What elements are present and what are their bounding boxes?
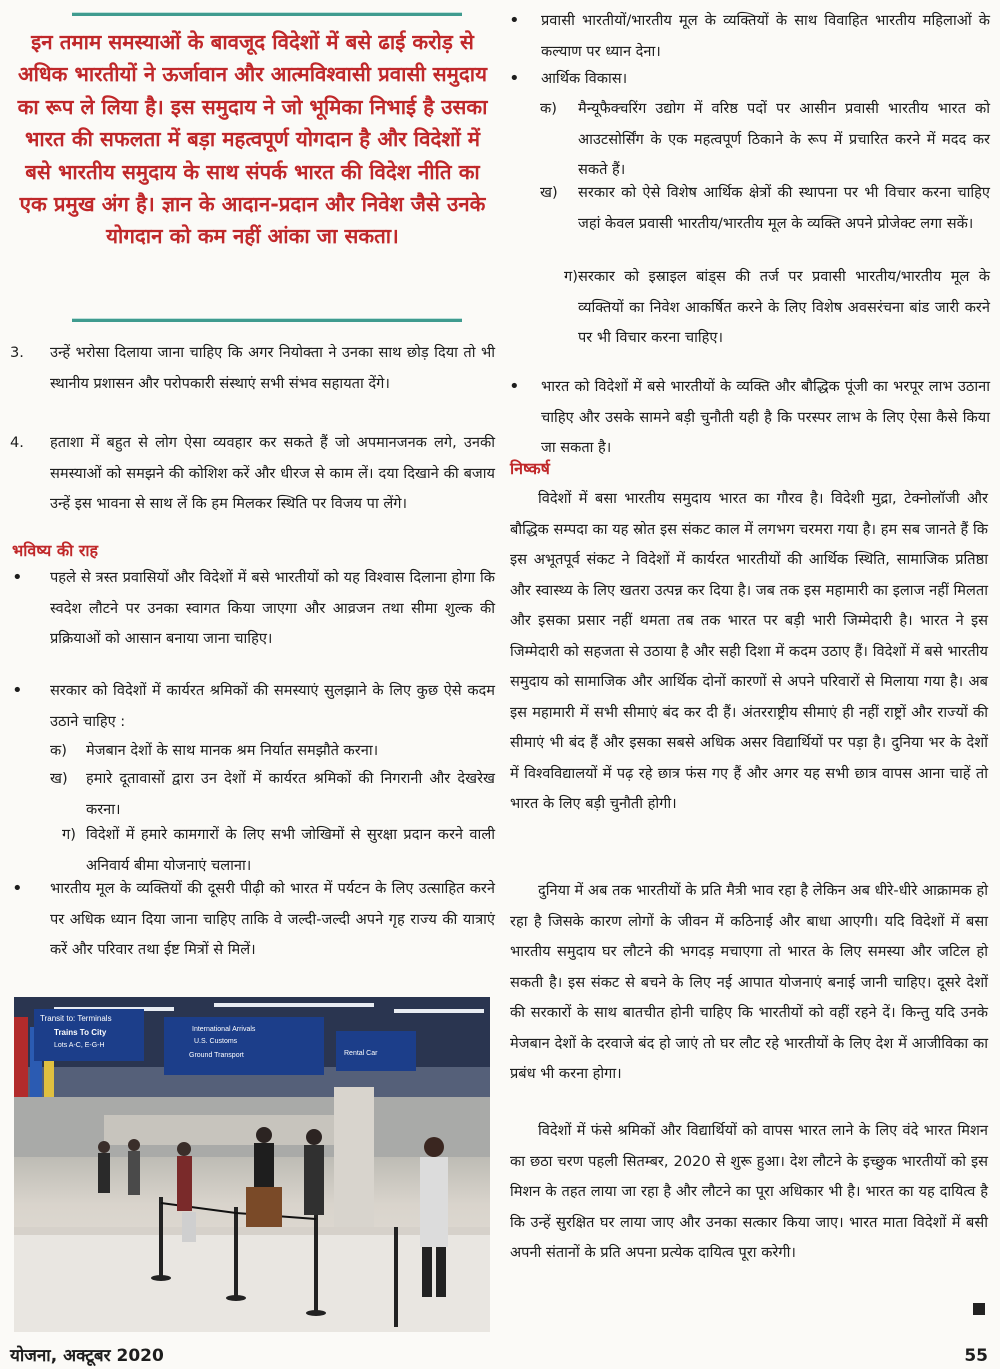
- bullet-dot: •: [12, 680, 23, 701]
- right-sub-ka: [540, 94, 990, 186]
- sub-marker: ख): [540, 184, 558, 201]
- right-sub-kha: [540, 178, 990, 239]
- bullet-text: प्रवासी भारतीयों/भारतीय मूल के व्यक्तियों के साथ विवाहित भारतीय महिलाओं के कल्याण पर ध्यान देना।: [541, 12, 990, 60]
- pull-quote-top-rule: [72, 12, 462, 16]
- sub-text: मेजबान देशों के साथ मानक श्रम निर्यात समझौते करना।: [86, 742, 379, 759]
- sub-text: विदेशों में हमारे कामगारों के लिए सभी जोखिमों से सुरक्षा प्रदान करने वाली अनिवार्य बीमा योजनाएं चलाना।: [86, 826, 495, 874]
- bullet-right-2: [509, 64, 990, 95]
- footer-magazine: योजना, अक्टूबर 2020: [10, 1346, 164, 1366]
- pull-quote-bottom-rule: [72, 318, 462, 322]
- right-sub-ga: [540, 262, 990, 354]
- bullet-text: पहले से त्रस्त प्रवासियों और विदेशों में बसे भारतीयों को यह विश्वास दिलाना होगा कि स्वदेश लौटने पर उनका स्वागत किया जाएगा और आव्रजन तथा सीमा शुल्क की प्रक्रियाओं को आसान बनाया जाना चाहिए।: [50, 569, 495, 647]
- section-heading-conclusion: निष्कर्ष: [510, 459, 550, 478]
- item-text: उन्हें भरोसा दिलाया जाना चाहिए कि अगर नियोक्ता ने उनका साथ छोड़ दिया तो भी स्थानीय प्रशासन और परोपकारी संस्थाएं सभी संभव सहायता देंगे।: [50, 344, 495, 392]
- page-number: 55: [964, 1346, 988, 1366]
- conclusion-paragraph-1: विदेशों में बसा भारतीय समुदाय भारत का गौरव है। विदेशी मुद्रा, टेक्नोलॉजी और बौद्धिक सम्पदा का यह स्रोत इस संकट काल में लगभग चरमरा गया है। हम सब जानते हैं कि इस अभूतपूर्व संकट ने विदेशों में कार्यरत भारतीयों की आर्थिक स्थिति, सामाजिक प्रतिष्ठा और स्वास्थ्य के लिए खतरा उत्पन्न कर दिया है। जब तक इस महामारी का इलाज नहीं मिलता और इसका प्रसार नहीं थमता तब तक भारत पर बड़ी भारी जिम्मेदारी है। भारत ने इस जिम्मेदारी को सहजता से उठाया है और सही दिशा में कदम उठाए हैं। विदेशों में बसे भारतीय समुदाय को सामाजिक और आर्थिक दोनों कारणों से अपने परिवारों से मिलाया गया है। अब इस महामारी में सभी सीमाएं बंद कर दी हैं। अंतरराष्ट्रीय सीमाएं ही नहीं राष्ट्रों और राज्यों की सीमाएं भी बंद हैं और इसका सबसे अधिक असर विद्यार्थियों पर पड़ा है। दुनिया भर के देशों में विश्वविद्यालयों में पढ़ रहे छात्र फंस गए हैं और अगर यह सभी छात्र वापस आना चाहें तो भारत के लिए बड़ी चुनौती होगी।: [510, 490, 988, 812]
- sub-marker: ग): [564, 268, 578, 285]
- sign-ground-text: Ground Transport: [189, 1052, 244, 1059]
- sign-rental-text: Rental Car: [344, 1050, 378, 1057]
- sub-text: सरकार को ऐसे विशेष आर्थिक क्षेत्रों की स्थापना पर भी विचार करना चाहिए जहां केवल प्रवासी भारतीय/भारतीय मूल के व्यक्ति अपने प्रोजेक्ट लगा सकें।: [578, 184, 990, 232]
- sub-text: हमारे दूतावासों द्वारा उन देशों में कार्यरत श्रमिकों की निगरानी और देखरेख करना।: [86, 770, 495, 818]
- bullet-right-3: [509, 372, 990, 464]
- pull-quote-text: इन तमाम समस्याओं के बावजूद विदेशों में बसे ढाई करोड़ से अधिक भारतीयों ने ऊर्जावान और आत्मविश्वासी प्रवासी समुदाय का रूप ले लिया है। इस समुदाय ने जो भूमिका निभाई है उसका भारत की सफलता में बड़ा महत्वपूर्ण योगदान है और विदेशों में बसे भारतीय समुदाय के साथ संपर्क भारत की विदेश नीति का एक प्रमुख अंग है। ज्ञान के आदान-प्रदान और निवेश जैसे उनके योगदान को कम नहीं आंका जा सकता।: [17, 30, 488, 249]
- bullet-future-3: [12, 874, 495, 966]
- sub-marker: ग): [62, 826, 76, 843]
- sub-item-kha: [50, 764, 495, 825]
- item-number: 3.: [10, 344, 24, 361]
- numbered-item-3: [10, 338, 495, 399]
- sign-intl-text: International Arrivals: [192, 1026, 256, 1033]
- sub-marker: क): [50, 742, 67, 759]
- sign-lots-text: Lots A-C, E-G-H: [54, 1042, 105, 1049]
- pull-quote: [10, 0, 495, 330]
- bullet-dot: •: [509, 68, 520, 89]
- sub-marker: ख): [50, 770, 68, 787]
- end-of-article-mark: [973, 1303, 985, 1315]
- sign-customs-text: U.S. Customs: [194, 1038, 238, 1045]
- bullet-dot: •: [509, 376, 520, 397]
- bullet-dot: •: [509, 10, 520, 31]
- conclusion-paragraph-3: विदेशों में फंसे श्रमिकों और विद्यार्थियों को वापस भारत लाने के लिए वंदे भारत मिशन का छठा चरण पहली सितम्बर, 2020 से शुरू हुआ। देश लौटने के इच्छुक भारतीयों को इस मिशन के तहत लाया जा रहा है और लौटने का पूरा अधिकार भी है। भारत का यह दायित्व है कि उन्हें सुरक्षित घर लाया जाए और उनका सत्कार किया जाए। भारत माता विदेशों में बसी अपनी संतानों के प्रति अपना प्रत्येक दायित्व पूरा करेगी।: [510, 1122, 988, 1261]
- bullet-future-1: [12, 563, 495, 655]
- bullet-text: आर्थिक विकास।: [541, 70, 628, 87]
- bullet-text: सरकार को विदेशों में कार्यरत श्रमिकों की समस्याएं सुलझाने के लिए कुछ ऐसे कदम उठाने चाहिए :: [50, 682, 495, 730]
- airport-photo: [14, 997, 490, 1332]
- numbered-item-4: [10, 428, 495, 520]
- item-text: हताशा में बहुत से लोग ऐसा व्यवहार कर सकते हैं जो अपमानजनक लगे, उनकी समस्याओं को समझने की कोशिश करें और धीरज से काम लें। दया दिखाने की बजाय उन्हें इस भावना से साथ लें कि हम मिलकर स्थिति पर विजय पा लेंगे।: [50, 434, 495, 512]
- sub-text: सरकार को इस्राइल बांड्स की तर्ज पर प्रवासी भारतीय/भारतीय मूल के व्यक्तियों का निवेश आकर्षित करने के लिए विशेष अवसरंचना बांड जारी करने पर भी विचार करना चाहिए।: [578, 268, 990, 346]
- sub-item-ga: [50, 820, 495, 881]
- sub-item-ka: [50, 736, 495, 767]
- bullet-text: भारत को विदेशों में बसे भारतीयों के व्यक्ति और बौद्धिक पूंजी का भरपूर लाभ उठाना चाहिए और उसके सामने बड़ी चुनौती यही है कि परस्पर लाभ के लिए ऐसा कैसे किया जा सकता है।: [541, 378, 990, 456]
- bullet-future-2: [12, 676, 495, 737]
- section-heading-future: भविष्य की राह: [12, 541, 99, 560]
- sub-marker: क): [540, 100, 557, 117]
- sign-transit-text: Transit to: Terminals: [40, 1014, 112, 1023]
- bullet-dot: •: [12, 878, 23, 899]
- item-number: 4.: [10, 434, 24, 451]
- bullet-right-1: [509, 6, 990, 67]
- bullet-text: भारतीय मूल के व्यक्तियों की दूसरी पीढ़ी को भारत में पर्यटन के लिए उत्साहित करने पर अधिक ध्यान दिया जाना चाहिए ताकि वे जल्दी-जल्दी अपने गृह राज्य की यात्राएं करें और परिवार तथा ईष्ट मित्रों से मिलें।: [50, 880, 495, 958]
- sign-trains-text: Trains To City: [54, 1028, 107, 1037]
- bullet-dot: •: [12, 567, 23, 588]
- conclusion-paragraph-2: दुनिया में अब तक भारतीयों के प्रति मैत्री भाव रहा है लेकिन अब धीरे-धीरे आक्रामक हो रहा है जिसके कारण लोगों के जीवन में कठिनाई और बाधा आएगी। यदि विदेशों में बसा भारतीय समुदाय घर लौटने की भगदड़ मचाएगा तो भारत के लिए समस्या और जटिल हो सकती है। इस संकट से बचने के लिए नई आपात योजनाएं बनाई जानी चाहिए। दूसरे देशों की सरकारों के साथ बातचीत होनी चाहिए कि भारतीयों को वहीं रहने दें। किन्तु यदि उनके मेजबान देशों के दरवाजे बंद हो जाएं तो घर लौट रहे भारतीयों के लिए देश में आजीविका का प्रबंध भी करना होगा।: [510, 882, 988, 1082]
- airport-scene: [14, 997, 490, 1332]
- sub-text: मैन्यूफैक्चरिंग उद्योग में वरिष्ठ पदों पर आसीन प्रवासी भारतीय भारत को आउटसोर्सिंग के एक महत्वपूर्ण ठिकाने के रूप में प्रचारित करने में मदद कर सकते हैं।: [578, 100, 990, 178]
